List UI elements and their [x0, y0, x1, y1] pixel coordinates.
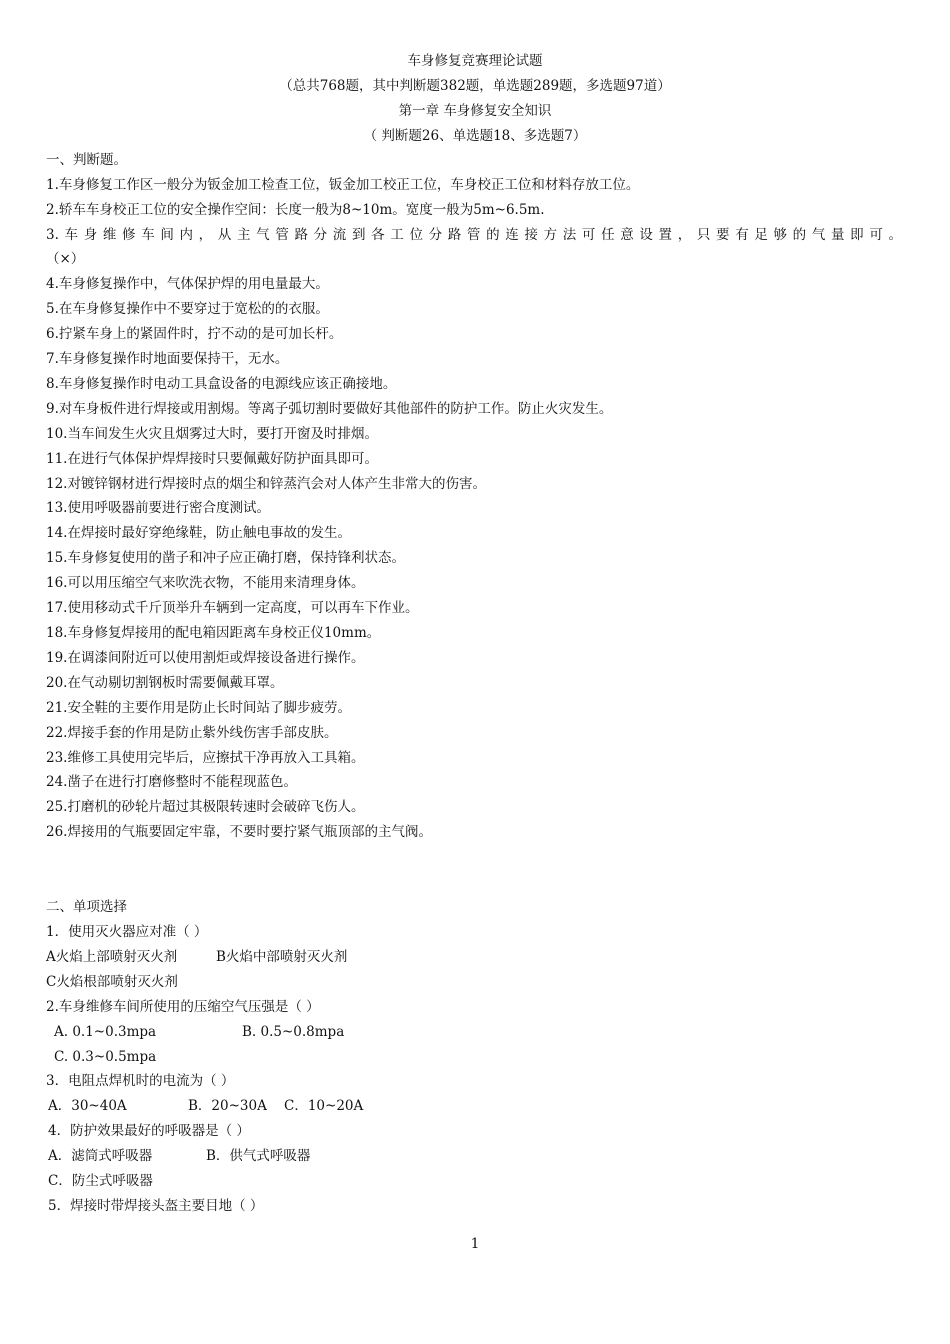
option-2c: C. 0.3~0.5mpa	[54, 1049, 157, 1065]
option-4b: B．供气式呼吸器	[206, 1148, 311, 1164]
list-item: 5.在车身修复操作中不要穿过于宽松的的衣服。	[46, 301, 329, 317]
option-2b: B. 0.5~0.8mpa	[242, 1024, 345, 1040]
list-item: 23.维修工具使用完毕后，应擦拭干净再放入工具箱。	[46, 750, 365, 766]
option-3b: B．20~30A	[188, 1098, 267, 1114]
list-item: 16.可以用压缩空气来吹洗衣物，不能用来清理身体。	[46, 575, 365, 591]
list-item: 3.车身维修车间内，从主气管路分流到各工位分路管的连接方法可任意设置，只要有足够的气量即可。	[46, 227, 902, 243]
list-item: 19.在调漆间附近可以使用割炬或焊接设备进行操作。	[46, 650, 365, 666]
question-2: 2.车身维修车间所使用的压缩空气压强是（ ）	[46, 999, 320, 1015]
list-item: 17.使用移动式千斤顶举升车辆到一定高度，可以再车下作业。	[46, 600, 419, 616]
question-4: 4．防护效果最好的呼吸器是（ ）	[48, 1123, 250, 1139]
option-4c: C．防尘式呼吸器	[48, 1173, 153, 1189]
list-item: 1.车身修复工作区一般分为钣金加工检查工位，钣金加工校正工位，车身校正工位和材料存放工位。	[46, 177, 640, 193]
list-item: 21.安全鞋的主要作用是防止长时间站了脚步疲劳。	[46, 700, 351, 716]
list-item: 8.车身修复操作时电动工具盒设备的电源线应该正确接地。	[46, 376, 397, 392]
option-1b: B火焰中部喷射灭火剂	[216, 949, 348, 965]
list-item: 11.在进行气体保护焊焊接时只要佩戴好防护面具即可。	[46, 451, 378, 467]
list-item: 26.焊接用的气瓶要固定牢靠，不要时要拧紧气瓶顶部的主气阀。	[46, 824, 432, 840]
option-1a: A火焰上部喷射灭火剂	[46, 949, 178, 965]
option-3c: C．10~20A	[284, 1098, 364, 1114]
question-5: 5．焊接时带焊接头盔主要目地（ ）	[48, 1198, 264, 1214]
list-item: 7.车身修复操作时地面要保持干，无水。	[46, 351, 289, 367]
chapter-title: 第一章 车身修复安全知识	[398, 103, 552, 119]
list-item: 14.在焊接时最好穿绝缘鞋，防止触电事故的发生。	[46, 525, 351, 541]
question-1: 1．使用灭火器应对准（ ）	[46, 924, 208, 940]
list-item: 20.在气动剔切割钢板时需要佩戴耳罩。	[46, 675, 284, 691]
list-item: 2.轿车车身校正工位的安全操作空间：长度一般为8~10m。宽度一般为5m~6.5m.	[46, 202, 545, 218]
page-number: 1	[470, 1236, 480, 1252]
list-item: 4.车身修复操作中，气体保护焊的用电量最大。	[46, 276, 329, 292]
section-heading-true-false: 一、判断题。	[46, 152, 127, 168]
chapter-counts: （ 判断题26、单选题18、多选题7）	[363, 128, 587, 144]
option-2a: A. 0.1~0.3mpa	[54, 1024, 157, 1040]
list-item: 9.对车身板件进行焊接或用割焬。等离子弧切割时要做好其他部件的防护工作。防止火灾发生。	[46, 401, 613, 417]
list-item: 12.对镀锌钢材进行焊接时点的烟尘和锌蒸汽会对人体产生非常大的伤害。	[46, 476, 486, 492]
document-title: 车身修复竞赛理论试题	[407, 53, 543, 69]
answer-mark: （×）	[46, 251, 85, 267]
list-item: 15.车身修复使用的凿子和冲子应正确打磨，保持锋利状态。	[46, 550, 405, 566]
list-item: 6.拧紧车身上的紧固件时，拧不动的是可加长杆。	[46, 326, 343, 342]
list-item: 22.焊接手套的作用是防止紫外线伤害手部皮肤。	[46, 725, 338, 741]
option-1c: C火焰根部喷射灭火剂	[46, 974, 178, 990]
question-summary: （总共768题，其中判断题382题，单选题289题，多选题97道）	[279, 78, 671, 94]
list-item: 24.凿子在进行打磨修整时不能程现蓝色。	[46, 774, 297, 790]
option-4a: A．滤筒式呼吸器	[48, 1148, 153, 1164]
section-heading-single-choice: 二、单项选择	[46, 899, 127, 915]
list-item: 13.使用呼吸器前要进行密合度测试。	[46, 500, 270, 516]
list-item: 10.当车间发生火灾且烟雾过大时，要打开窗及时排烟。	[46, 426, 378, 442]
question-3: 3．电阻点焊机时的电流为（ ）	[46, 1073, 235, 1089]
list-item: 25.打磨机的砂轮片超过其极限转速时会破碎飞伤人。	[46, 799, 365, 815]
list-item: 18.车身修复焊接用的配电箱因距离车身校正仪10mm。	[46, 625, 381, 641]
option-3a: A．30~40A	[48, 1098, 127, 1114]
